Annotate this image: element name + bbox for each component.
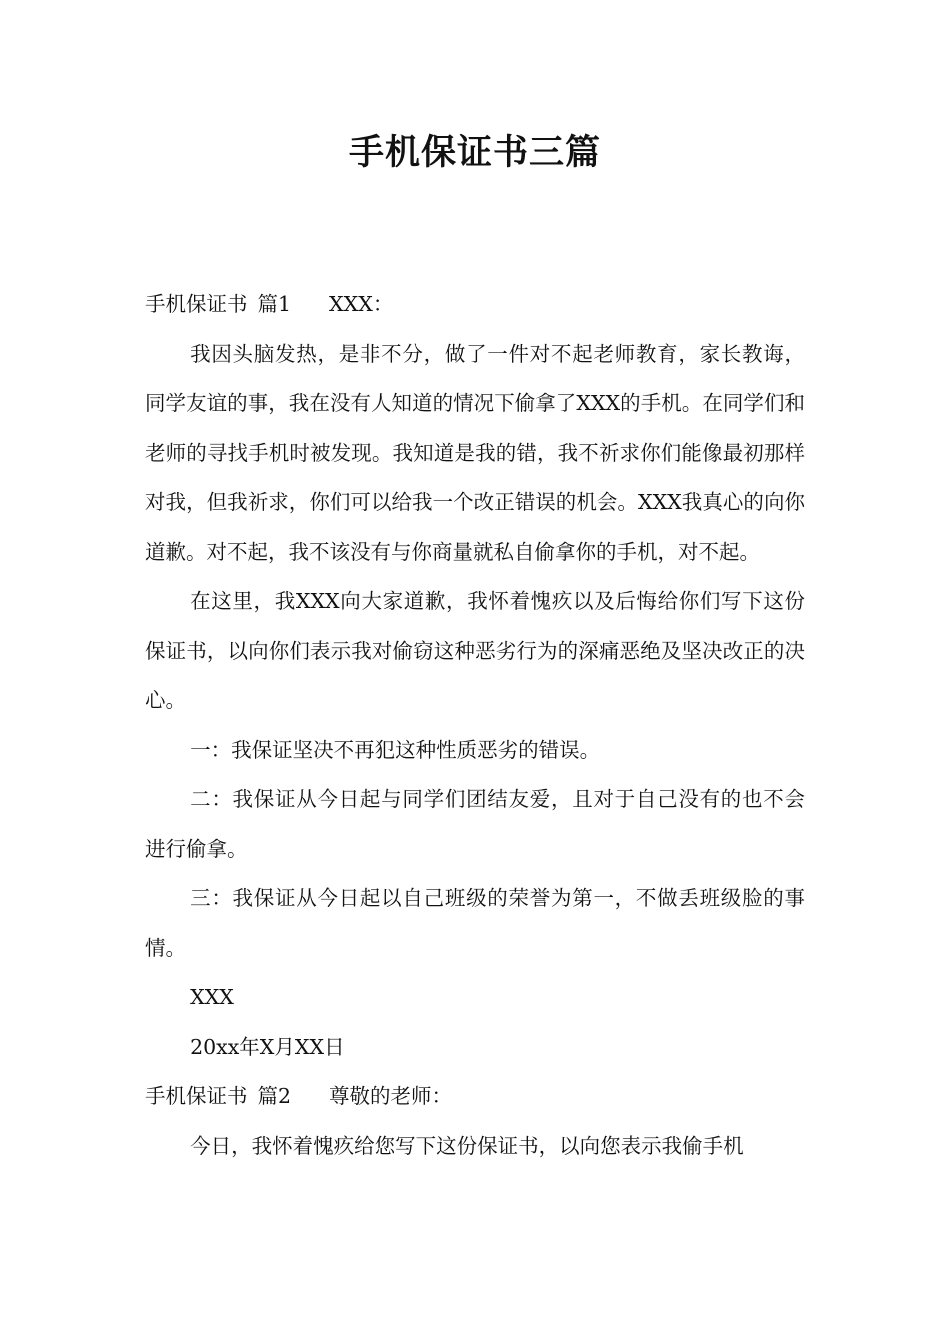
section-2-heading <box>145 1072 805 1122</box>
paragraph: 在这里，我XXX向大家道歉，我怀着愧疚以及后悔给你们写下这份保证书，以向你们表示我对偷窃这种恶劣行为的深痛恶绝及坚决改正的决心。 <box>145 589 805 712</box>
section-2-label: 手机保证书 <box>145 1084 248 1108</box>
section-1-part: 篇1 <box>257 292 292 316</box>
guarantee-item-2: 二：我保证从今日起与同学们团结友爱，且对于自己没有的也不会进行偷拿。 <box>145 787 805 861</box>
date: 20xx年X月XX日 <box>190 1034 345 1059</box>
guarantee-item-1: 一：我保证坚决不再犯这种性质恶劣的错误。 <box>190 737 601 762</box>
section-1-label: 手机保证书 <box>145 292 248 316</box>
guarantee-item-3: 三：我保证从今日起以自己班级的荣誉为第一，不做丢班级脸的事情。 <box>145 886 805 960</box>
section-2-part: 篇2 <box>257 1084 292 1108</box>
section-2-salutation: 尊敬的老师： <box>329 1084 453 1108</box>
document-body <box>145 280 805 1171</box>
paragraph: 我因头脑发热，是非不分，做了一件对不起老师教育，家长教诲，同学友谊的事，我在没有人知道的情况下偷拿了XXX的手机。在同学们和老师的寻找手机时被发现。我知道是我的错，我不祈求你们能像最初那样对我，但我祈求，你们可以给我一个改正错误的机会。XXX我真心的向你道歉。对不起，我不该没有与你商量就私自偷拿你的手机，对不起。 <box>145 341 805 564</box>
signature: XXX <box>190 985 234 1009</box>
section-1-salutation: XXX： <box>329 292 394 316</box>
paragraph: 今日，我怀着愧疚给您写下这份保证书，以向您表示我偷手机 <box>190 1133 744 1158</box>
section-1-heading <box>145 280 805 330</box>
document-title: 手机保证书三篇 <box>348 133 601 173</box>
